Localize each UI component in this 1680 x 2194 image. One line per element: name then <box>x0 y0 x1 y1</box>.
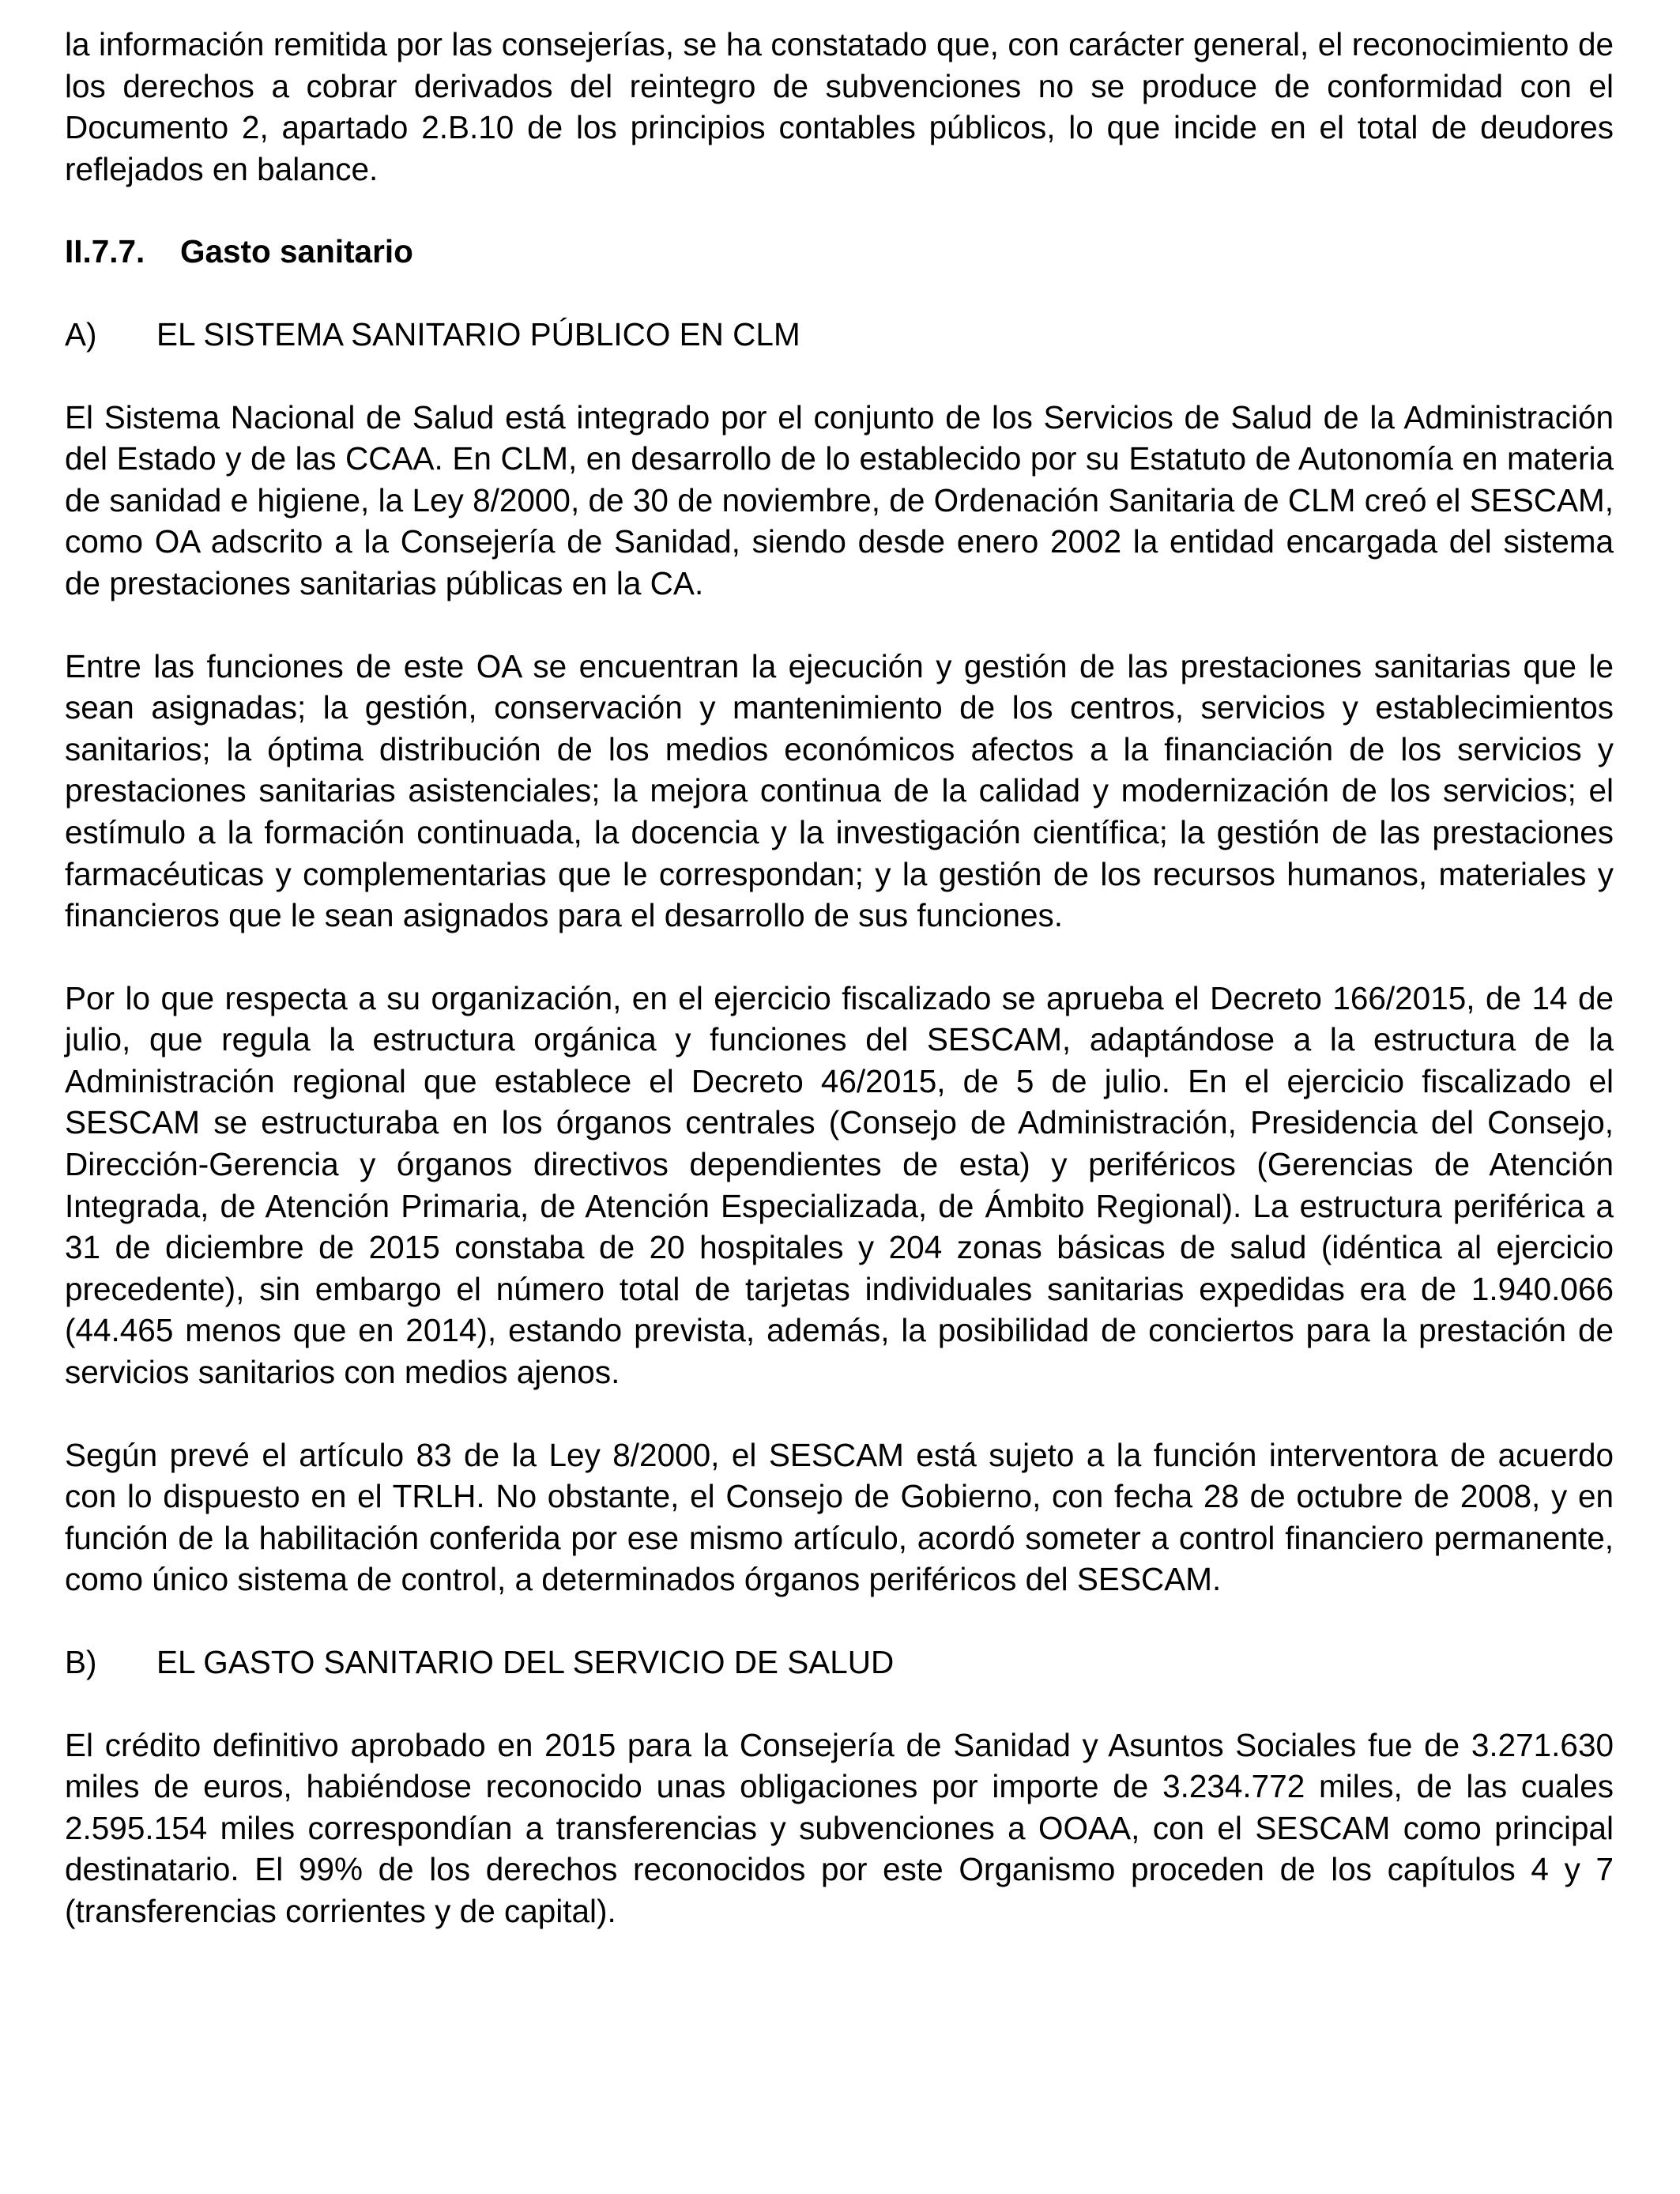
section-title: Gasto sanitario <box>180 233 413 270</box>
paragraph-organizacion-sescam: Por lo que respecta a su organización, en el ejercicio fiscalizado se aprueba el Decreto 166/2015, de 14 de julio, que regula la estructura orgánica y funciones del SESCAM, adaptándose a la estructura de la Administración regional que establece el Decreto 46/2015, de 5 de julio. En el ejercicio fiscalizado el SESCAM se estructuraba en los órganos centrales (Consejo de Administración, Presidencia del Consejo, Dirección-Gerencia y órganos directivos dependientes de esta) y periféricos (Gerencias de Atención Integrada, de Atención Primaria, de Atención Especializada, de Ámbito Regional). La estructura periférica a 31 de diciembre de 2015 constaba de 20 hospitales y 204 zonas básicas de salud (idéntica al ejercicio precedente), sin embargo el número total de tarjetas individuales sanitarias expedidas era de 1.940.066 (44.465 menos que en 2014), estando prevista, además, la posibilidad de conciertos para la prestación de servicios sanitarios con medios ajenos. <box>65 979 1614 1391</box>
subsection-heading-b <box>65 1642 1614 1683</box>
section-number: II.7.7. <box>65 233 145 270</box>
paragraph-reintegro-subvenciones: la información remitida por las consejerías, se ha constatado que, con carácter general, el reconocimiento de los derechos a cobrar derivados del reintegro de subvenciones no se produce de conformidad con el Documento 2, apartado 2.B.10 de los principios contables públicos, lo que incide en el total de deudores reflejados en balance. <box>65 26 1614 187</box>
subsection-title: EL SISTEMA SANITARIO PÚBLICO EN CLM <box>156 315 800 352</box>
subsection-title: EL GASTO SANITARIO DEL SERVICIO DE SALUD <box>156 1644 895 1680</box>
paragraph-funciones-oa: Entre las funciones de este OA se encuentran la ejecución y gestión de las prestaciones sanitarias que le sean asignadas; la gestión, conservación y mantenimiento de los centros, servicios y establecimientos sanitarios; la óptima distribución de los medios económicos afectos a la financiación de los servicios y prestaciones sanitarias asistenciales; la mejora continua de la calidad y modernización de los servicios; el estímulo a la formación continuada, la docencia y la investigación científica; la gestión de las prestaciones farmacéuticas y complementarias que le correspondan; y la gestión de los recursos humanos, materiales y financieros que le sean asignados para el desarrollo de sus funciones. <box>65 647 1614 934</box>
paragraph-sistema-nacional-salud: El Sistema Nacional de Salud está integrado por el conjunto de los Servicios de Salud de la Administración del Estado y de las CCAA. En CLM, en desarrollo de lo establecido por su Estatuto de Autonomía en materia de sanidad e higiene, la Ley 8/2000, de 30 de noviembre, de Ordenación Sanitaria de CLM creó el SESCAM, como OA adscrito a la Consejería de Sanidad, siendo desde enero 2002 la entidad encargada del sistema de prestaciones sanitarias públicas en la CA. <box>65 398 1614 601</box>
document-page <box>65 24 1614 1973</box>
section-heading-gasto-sanitario <box>65 231 1614 273</box>
paragraph-funcion-interventora: Según prevé el artículo 83 de la Ley 8/2000, el SESCAM está sujeto a la función interventora de acuerdo con lo dispuesto en el TRLH. No obstante, el Consejo de Gobierno, con fecha 28 de octubre de 2008, y en función de la habilitación conferida por ese mismo artículo, acordó someter a control financiero permanente, como único sistema de control, a determinados órganos periféricos del SESCAM. <box>65 1436 1614 1598</box>
paragraph-credito-definitivo: El crédito definitivo aprobado en 2015 para la Consejería de Sanidad y Asuntos Sociales fue de 3.271.630 miles de euros, habiéndose reconocido unas obligaciones por importe de 3.234.772 miles, de las cuales 2.595.154 miles correspondían a transferencias y subvenciones a OOAA, con el SESCAM como principal destinatario. El 99% de los derechos reconocidos por este Organismo proceden de los capítulos 4 y 7 (transferencias corrientes y de capital). <box>65 1726 1614 1929</box>
subsection-heading-a <box>65 314 1614 356</box>
subsection-letter: B) <box>65 1644 97 1680</box>
subsection-letter: A) <box>65 315 97 352</box>
